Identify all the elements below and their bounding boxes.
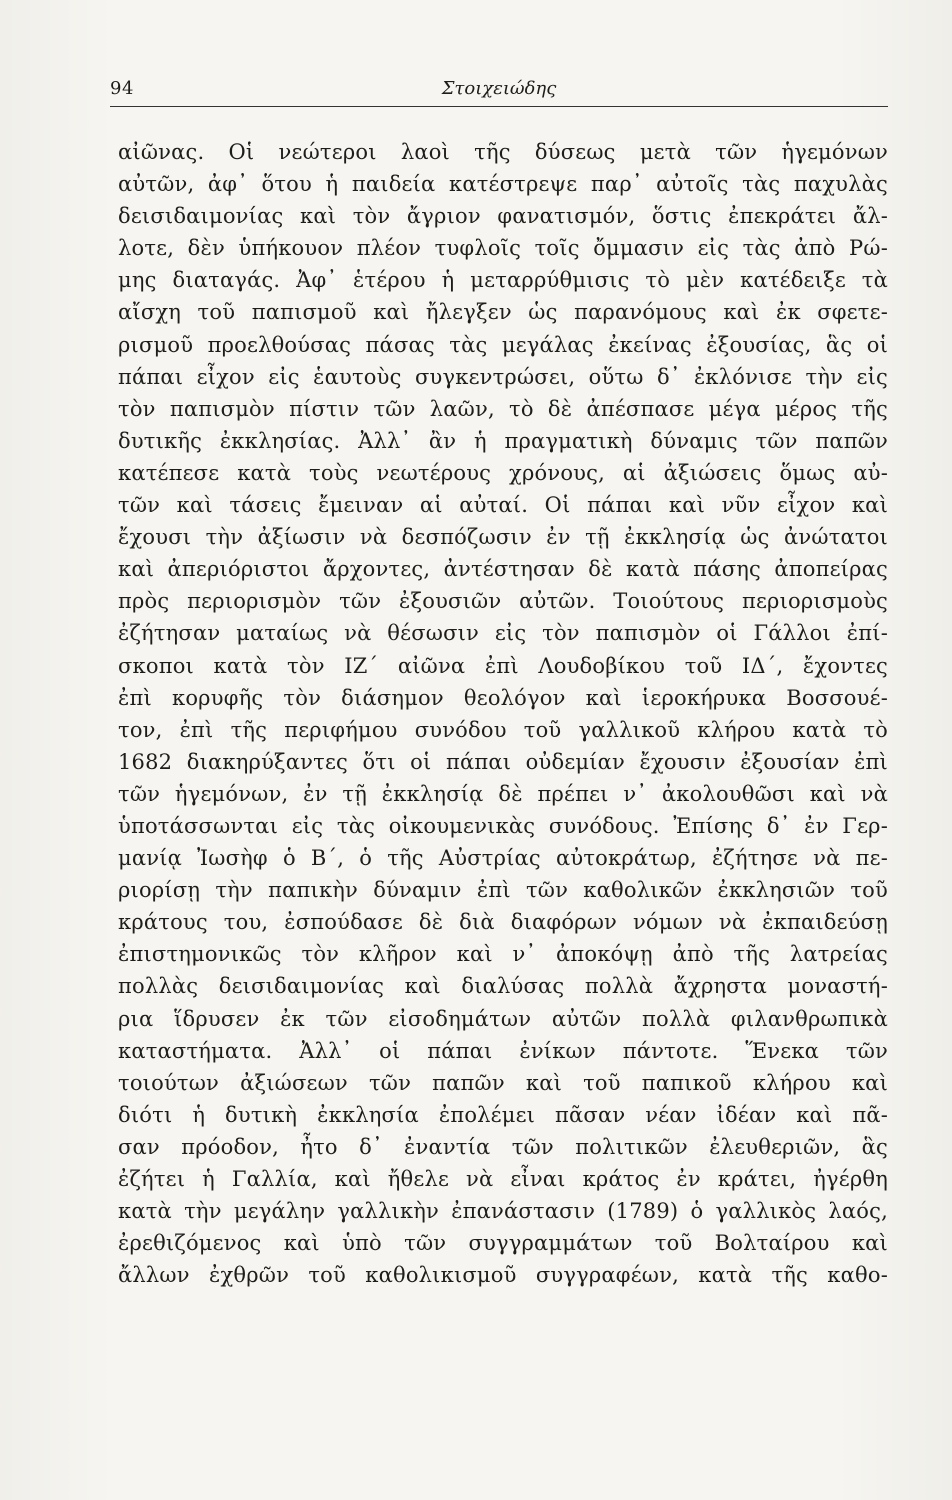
text-line: κράτους του, ἐσπούδασε δὲ διὰ διαφόρων νόμων νὰ ἐκπαιδεύσῃ	[118, 910, 888, 935]
text-line: δεισιδαιμονίας καὶ τὸν ἄγριον φανατισμόν, ὅστις ἐπεκράτει ἄλ-	[118, 204, 888, 229]
text-line: ἐπὶ κορυφῆς τὸν διάσημον θεολόγον καὶ ἱεροκήρυκα Βοσσουέ-	[118, 685, 888, 710]
text-line: σκοποι κατὰ τὸν ΙΖ΄ αἰῶνα ἐπὶ Λουδοβίκου τοῦ ΙΔ΄, ἔχοντες	[118, 653, 888, 678]
text-line: τοιούτων ἀξιώσεων τῶν παπῶν καὶ τοῦ παπικοῦ κλήρου καὶ	[118, 1070, 888, 1095]
text-line: ἐζήτει ἡ Γαλλία, καὶ ἤθελε νὰ εἶναι κράτος ἐν κράτει, ἠγέρθη	[118, 1167, 888, 1191]
text-line: αὐτῶν, ἀφ᾽ ὅτου ἡ παιδεία κατέστρεψε παρ᾽ αὐτοῖς τὰς παχυλὰς	[118, 172, 888, 197]
text-line: πρὸς περιορισμὸν τῶν ἐξουσιῶν αὐτῶν. Τοιούτους περιορισμοὺς	[118, 589, 888, 614]
text-line: αἰῶνας. Οἱ νεώτεροι λαοὶ τῆς δύσεως μετὰ τῶν ἡγεμόνων	[118, 140, 888, 164]
text-line: ἐπιστημονικῶς τὸν κλῆρον καὶ ν᾽ ἀποκόψῃ ἀπὸ τῆς λατρείας	[118, 942, 888, 967]
text-line: ἐρεθιζόμενος καὶ ὑπὸ τῶν συγγραμμάτων τοῦ Βολταίρου καὶ	[118, 1231, 888, 1256]
text-line: τῶν καὶ τάσεις ἔμειναν αἱ αὐταί. Οἱ πάπαι καὶ νῦν εἶχον καὶ	[118, 493, 888, 518]
text-line: ρισμοῦ προελθούσας πάσας τὰς μεγάλας ἐκείνας ἐξουσίας, ἃς οἱ	[118, 332, 888, 357]
text-line: ἐζήτησαν ματαίως νὰ θέσωσιν εἰς τὸν παπισμὸν οἱ Γάλλοι ἐπί-	[118, 621, 888, 646]
text-line: ὑποτάσσωνται εἰς τὰς οἰκουμενικὰς συνόδους. Ἐπίσης δ᾽ ἐν Γερ-	[118, 813, 888, 838]
text-line: κατὰ τὴν μεγάλην γαλλικὴν ἐπανάστασιν (1789) ὁ γαλλικὸς λαός,	[118, 1199, 888, 1224]
text-line: τον, ἐπὶ τῆς περιφήμου συνόδου τοῦ γαλλικοῦ κλήρου κατὰ τὸ	[118, 717, 888, 742]
text-line: 1682 διακηρύξαντες ὅτι οἱ πάπαι οὐδεμίαν ἔχουσιν ἐξουσίαν ἐπὶ	[118, 749, 888, 774]
text-line: πάπαι εἶχον εἰς ἑαυτοὺς συγκεντρώσει, οὕτω δ᾽ ἐκλόνισε τὴν εἰς	[118, 364, 888, 389]
text-line: σαν πρόοδον, ἦτο δ᾽ ἐναντία τῶν πολιτικῶν ἐλευθεριῶν, ἃς	[118, 1134, 888, 1159]
text-line: κατέπεσε κατὰ τοὺς νεωτέρους χρόνους, αἱ ἀξιώσεις ὅμως αὐ-	[118, 460, 888, 485]
body-text	[118, 136, 888, 1323]
text-line: αἴσχη τοῦ παπισμοῦ καὶ ἤλεγξεν ὡς παρανόμους καὶ ἐκ σφετε-	[118, 300, 888, 325]
running-title: Στοιχειώδης	[441, 78, 557, 99]
text-line: διότι ἡ δυτικὴ ἐκκλησία ἐπολέμει πᾶσαν νέαν ἰδέαν καὶ πᾶ-	[118, 1102, 888, 1127]
text-line: τῶν ἡγεμόνων, ἐν τῇ ἐκκλησίᾳ δὲ πρέπει ν᾽ ἀκολουθῶσι καὶ νὰ	[118, 781, 888, 806]
text-line: ρια ἵδρυσεν ἐκ τῶν εἰσοδημάτων αὐτῶν πολλὰ φιλανθρωπικὰ	[118, 1006, 888, 1031]
page-header	[110, 74, 888, 106]
text-line: ριορίσῃ τὴν παπικὴν δύναμιν ἐπὶ τῶν καθολικῶν ἐκκλησιῶν τοῦ	[118, 878, 888, 903]
header-rule	[110, 106, 888, 107]
text-line	[118, 1291, 888, 1323]
text-line: δυτικῆς ἐκκλησίας. Ἀλλ᾽ ἂν ἡ πραγματικὴ δύναμις τῶν παπῶν	[118, 428, 888, 453]
text-line: ἄλλων ἐχθρῶν τοῦ καθολικισμοῦ συγγραφέων, κατὰ τῆς καθο-	[118, 1263, 888, 1288]
text-line: ἔχουσι τὴν ἀξίωσιν νὰ δεσπόζωσιν ἐν τῇ ἐκκλησίᾳ ὡς ἀνώτατοι	[118, 525, 888, 550]
text-line: μης διαταγάς. Ἀφ᾽ ἑτέρου ἡ μεταρρύθμισις τὸ μὲν κατέδειξε τὰ	[118, 268, 888, 293]
page-number: 94	[110, 78, 134, 99]
text-line: μανίᾳ Ἰωσὴφ ὁ Β΄, ὁ τῆς Αὐστρίας αὐτοκράτωρ, ἐζήτησε νὰ πε-	[118, 846, 888, 871]
text-line: τὸν παπισμὸν πίστιν τῶν λαῶν, τὸ δὲ ἀπέσπασε μέγα μέρος τῆς	[118, 396, 888, 421]
text-line: πολλὰς δεισιδαιμονίας καὶ διαλύσας πολλὰ ἄχρηστα μοναστή-	[118, 974, 888, 999]
text-line: καὶ ἀπεριόριστοι ἄρχοντες, ἀντέστησαν δὲ κατὰ πάσης ἀποπείρας	[118, 557, 888, 582]
text-line: λοτε, δὲν ὑπήκουον πλέον τυφλοῖς τοῖς ὄμμασιν εἰς τὰς ἀπὸ Ρώ-	[118, 236, 888, 261]
text-line: καταστήματα. Ἀλλ᾽ οἱ πάπαι ἐνίκων πάντοτε. Ἕνεκα τῶν	[118, 1038, 888, 1063]
